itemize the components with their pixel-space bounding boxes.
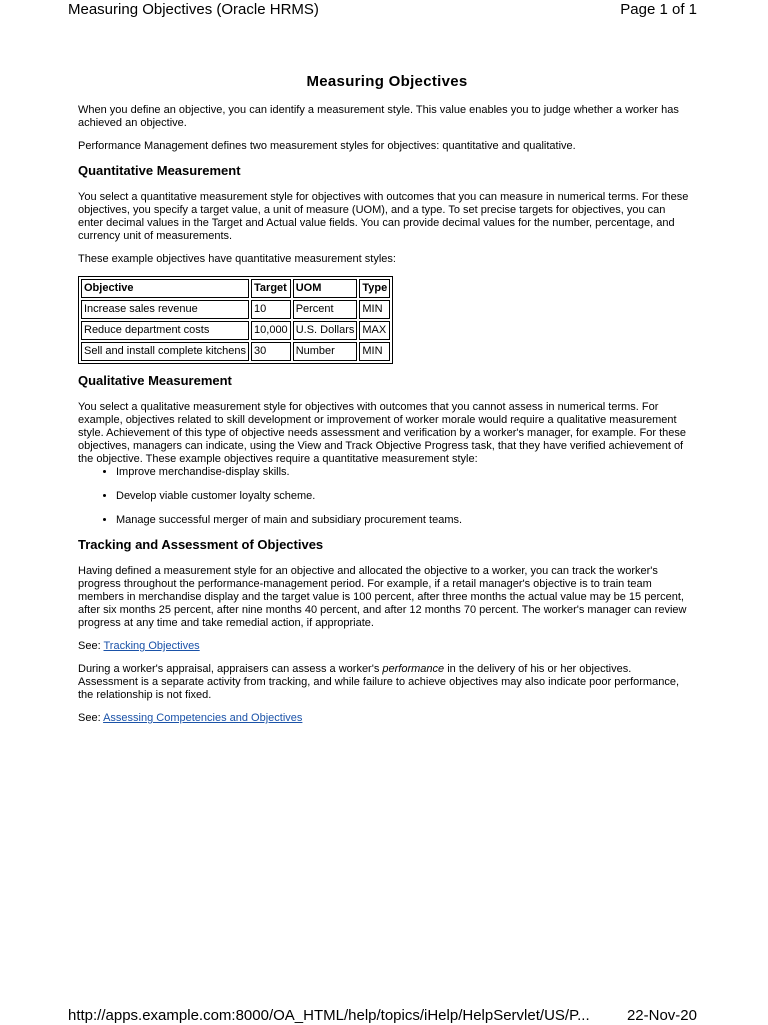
cell-objective: Sell and install complete kitchens: [81, 342, 249, 361]
column-header-uom: UOM: [293, 279, 358, 298]
quantitative-heading: Quantitative Measurement: [78, 163, 241, 178]
cell-objective: Increase sales revenue: [81, 300, 249, 319]
print-header-title: Measuring Objectives (Oracle HRMS): [68, 1, 319, 18]
cell-target: 30: [251, 342, 291, 361]
cell-type: MAX: [359, 321, 390, 340]
cell-uom: Percent: [293, 300, 358, 319]
print-footer-url: http://apps.example.com:8000/OA_HTML/help/topics/iHelp/HelpServlet/US/P...: [68, 1007, 590, 1024]
see-label: See:: [78, 640, 104, 652]
qualitative-paragraph: You select a qualitative measurement style for objectives with outcomes that you cannot assess in numerical terms. For example, objectives related to skill development or improvement of worker morale would require a qualitative measurement style. Achievement of this type of objective needs assessment and verification by a worker's manager, for example. For these objectives, managers can indicate, using the View and Track Objective Progress task, that they have verified achievement of the objective. These example objectives require a quantitative measurement style:: [78, 401, 687, 465]
column-header-target: Target: [251, 279, 291, 298]
appraisal-emphasis: performance: [382, 663, 445, 675]
tracking-paragraph: Having defined a measurement style for an objective and allocated the objective to a worker, you can track the worker's progress throughout the performance-management period. For example, if a retail manager's objective is to train team members in merchandise display and the target value is 100 percent, after three months the actual value may be 15 percent, after six months 25 percent, after nine months 40 percent, and after 12 months 70 percent. The worker's manager can review progress at any time and take remedial action, if appropriate.: [78, 565, 687, 629]
intro-paragraph-2: Performance Management defines two measurement styles for objectives: quantitative and qualitative.: [78, 140, 576, 152]
appraisal-text-start: During a worker's appraisal, appraisers can assess a worker's: [78, 663, 383, 675]
example-objectives-list: [78, 466, 690, 527]
cell-type: MIN: [359, 342, 390, 361]
tracking-heading: Tracking and Assessment of Objectives: [78, 537, 324, 552]
table-row: [81, 321, 390, 340]
quantitative-table-intro: These example objectives have quantitative measurement styles:: [78, 253, 396, 265]
table-row: [81, 300, 390, 319]
page-title: Measuring Objectives: [306, 73, 468, 90]
qualitative-heading: Qualitative Measurement: [78, 373, 232, 388]
appraisal-paragraph: [78, 663, 690, 702]
objectives-table: [78, 276, 393, 364]
cell-uom: Number: [293, 342, 358, 361]
cell-type: MIN: [359, 300, 390, 319]
appraisal-text-end: in the delivery of his or her objectives. Assessment is a separate activity from tracking, and while failure to achieve objectives may also indicate poor performance, the relationship is not fixed.: [78, 663, 680, 701]
table-row: [81, 342, 390, 361]
table-header-row: [81, 279, 390, 298]
see-also-assessing: [78, 712, 690, 725]
cell-uom: U.S. Dollars: [293, 321, 358, 340]
intro-paragraph-1: When you define an objective, you can identify a measurement style. This value enables you to judge whether a worker has achieved an objective.: [78, 104, 679, 129]
assessing-competencies-link[interactable]: Assessing Competencies and Objectives: [103, 712, 303, 724]
print-header-page-number: Page 1 of 1: [620, 1, 697, 18]
tracking-objectives-link[interactable]: Tracking Objectives: [103, 640, 200, 652]
cell-target: 10: [251, 300, 291, 319]
see-label: See:: [78, 712, 104, 724]
print-footer-date: 22-Nov-20: [626, 1007, 697, 1024]
cell-target: 10,000: [251, 321, 291, 340]
list-item: • Develop viable customer loyalty scheme.: [116, 490, 690, 503]
cell-objective: Reduce department costs: [81, 321, 249, 340]
print-header: [68, 0, 697, 24]
document-body: [78, 72, 690, 725]
see-also-tracking: [78, 640, 690, 653]
column-header-objective: Objective: [81, 279, 249, 298]
list-item: • Manage successful merger of main and subsidiary procurement teams.: [116, 514, 690, 527]
quantitative-paragraph: You select a quantitative measurement style for objectives with outcomes that you can measure in numerical terms. For these objectives, you specify a target value, a unit of measure (UOM), and a type. To set precise targets for objectives, you can enter decimal values in the Target and Actual value fields. You can provide decimal values for the number, percentage, and currency unit of measurements.: [78, 191, 689, 242]
column-header-type: Type: [359, 279, 390, 298]
list-item: • Improve merchandise-display skills.: [116, 466, 690, 479]
